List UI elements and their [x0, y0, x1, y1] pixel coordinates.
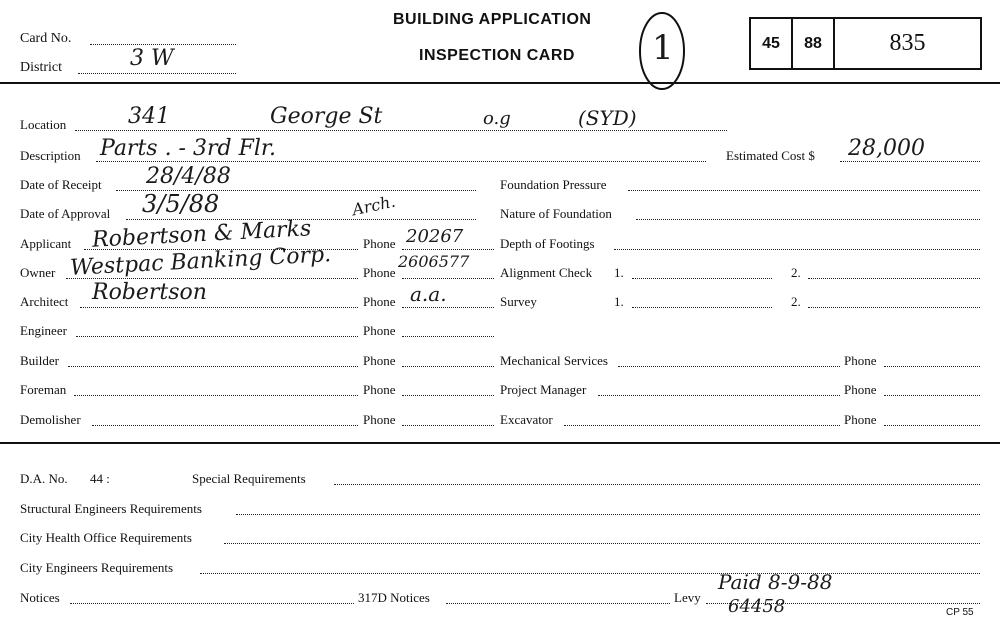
foundation-pressure-line: [628, 190, 980, 191]
builder-line: [68, 366, 358, 367]
excavator-phone-label: Phone: [844, 412, 877, 427]
district-label: District: [20, 60, 62, 75]
alignment-num2: 2.: [791, 265, 801, 280]
health-label: City Health Office Requirements: [20, 530, 192, 545]
foreman-label: Foreman: [20, 382, 67, 397]
card-number-boxes: [749, 17, 982, 70]
notices-line: [70, 603, 354, 604]
nature-foundation-label: Nature of Foundation: [500, 206, 612, 221]
alignment-line2: [808, 278, 980, 279]
owner-phone-line: [402, 278, 494, 279]
approval-value: 3/5/88: [142, 190, 220, 218]
notices-label: Notices: [20, 590, 60, 605]
engineer-phone-line: [402, 336, 494, 337]
estimated-cost-label: Estimated Cost $: [726, 148, 815, 163]
applicant-phone: 20267: [406, 226, 464, 247]
receipt-label: Date of Receipt: [20, 177, 102, 192]
nature-foundation-line: [636, 219, 980, 220]
applicant-label: Applicant: [20, 236, 72, 251]
district-line: [78, 73, 236, 74]
builder-phone-line: [402, 366, 494, 367]
pm-line: [598, 395, 840, 396]
approval-label: Date of Approval: [20, 206, 111, 221]
description-label: Description: [20, 148, 81, 163]
excavator-line: [564, 425, 840, 426]
estimated-cost-value: 28,000: [848, 136, 925, 161]
alignment-num1: 1.: [614, 265, 624, 280]
survey-line1: [632, 307, 772, 308]
applicant-note: Arch.: [350, 191, 398, 220]
special-line: [334, 484, 980, 485]
architect-label: Architect: [20, 294, 69, 309]
health-line: [224, 543, 980, 544]
divider-top: [0, 82, 1000, 84]
builder-phone-label: Phone: [363, 353, 396, 368]
architect-phone-label: Phone: [363, 294, 396, 309]
survey-num1: 1.: [614, 294, 624, 309]
notices-317d-line: [446, 603, 670, 604]
mech-line: [618, 366, 840, 367]
location-line: [75, 130, 727, 131]
demolisher-line: [92, 425, 358, 426]
alignment-label: Alignment Check: [500, 265, 593, 280]
engineer-line: [76, 336, 358, 337]
special-label: Special Requirements: [192, 471, 306, 486]
foreman-line: [74, 395, 358, 396]
location-street: 341: [128, 104, 170, 129]
applicant-value: Robertson & Marks: [91, 216, 312, 253]
card-no-label: Card No.: [20, 31, 72, 46]
engineer-phone-label: Phone: [363, 323, 396, 338]
da-value: 44 :: [90, 471, 110, 486]
demolisher-phone-line: [402, 425, 494, 426]
depth-footings-line: [614, 249, 980, 250]
divider-middle: [0, 442, 1000, 444]
pm-label: Project Manager: [500, 382, 587, 397]
district-value: 3 W: [130, 46, 174, 71]
excavator-label: Excavator: [500, 412, 553, 427]
levy-label: Levy: [674, 590, 701, 605]
demolisher-phone-label: Phone: [363, 412, 396, 427]
owner-label: Owner: [20, 265, 56, 280]
pm-phone-line: [884, 395, 980, 396]
applicant-phone-label: Phone: [363, 236, 396, 251]
location-label: Location: [20, 117, 67, 132]
owner-phone-label: Phone: [363, 265, 396, 280]
architect-line: [80, 307, 358, 308]
levy-number: 64458: [728, 596, 786, 617]
description-line: [96, 161, 706, 162]
owner-phone: 2606577: [398, 252, 470, 271]
owner-value: Westpac Banking Corp.: [69, 242, 332, 281]
title-line1: BUILDING APPLICATION: [393, 11, 592, 28]
applicant-phone-line: [402, 249, 494, 250]
builder-label: Builder: [20, 353, 59, 368]
receipt-value: 28/4/88: [146, 164, 231, 189]
card-no-line: [90, 44, 236, 45]
box-b: 88: [793, 19, 835, 68]
alignment-line1: [632, 278, 772, 279]
description-value: Parts . - 3rd Flr.: [100, 136, 276, 161]
foreman-phone-label: Phone: [363, 382, 396, 397]
demolisher-label: Demolisher: [20, 412, 81, 427]
city-eng-line: [200, 573, 980, 574]
box-a: 45: [751, 19, 793, 68]
survey-line2: [808, 307, 980, 308]
architect-value: Robertson: [92, 280, 207, 305]
notices-317d-label: 317D Notices: [358, 590, 430, 605]
location-name: George St: [270, 104, 383, 129]
architect-phone: a.a.: [410, 282, 447, 306]
estimated-cost-line: [840, 161, 980, 162]
mech-label: Mechanical Services: [500, 353, 608, 368]
pm-phone-label: Phone: [844, 382, 877, 397]
form-code: CP 55: [946, 607, 974, 618]
circled-number: 1: [652, 28, 674, 68]
box-c: 835: [889, 30, 926, 56]
excavator-phone-line: [884, 425, 980, 426]
location-mark: o.g: [483, 108, 511, 129]
architect-phone-line: [402, 307, 494, 308]
engineer-label: Engineer: [20, 323, 67, 338]
city-eng-label: City Engineers Requirements: [20, 560, 174, 575]
foreman-phone-line: [402, 395, 494, 396]
title-line2: INSPECTION CARD: [419, 47, 575, 64]
survey-label: Survey: [500, 294, 537, 309]
da-label: D.A. No.: [20, 471, 68, 486]
structural-label: Structural Engineers Requirements: [20, 501, 202, 516]
location-code: (SYD): [578, 106, 637, 130]
structural-line: [236, 514, 980, 515]
survey-num2: 2.: [791, 294, 801, 309]
depth-footings-label: Depth of Footings: [500, 236, 595, 251]
mech-phone-line: [884, 366, 980, 367]
foundation-pressure-label: Foundation Pressure: [500, 177, 607, 192]
levy-paid: Paid 8-9-88: [718, 570, 833, 594]
mech-phone-label: Phone: [844, 353, 877, 368]
